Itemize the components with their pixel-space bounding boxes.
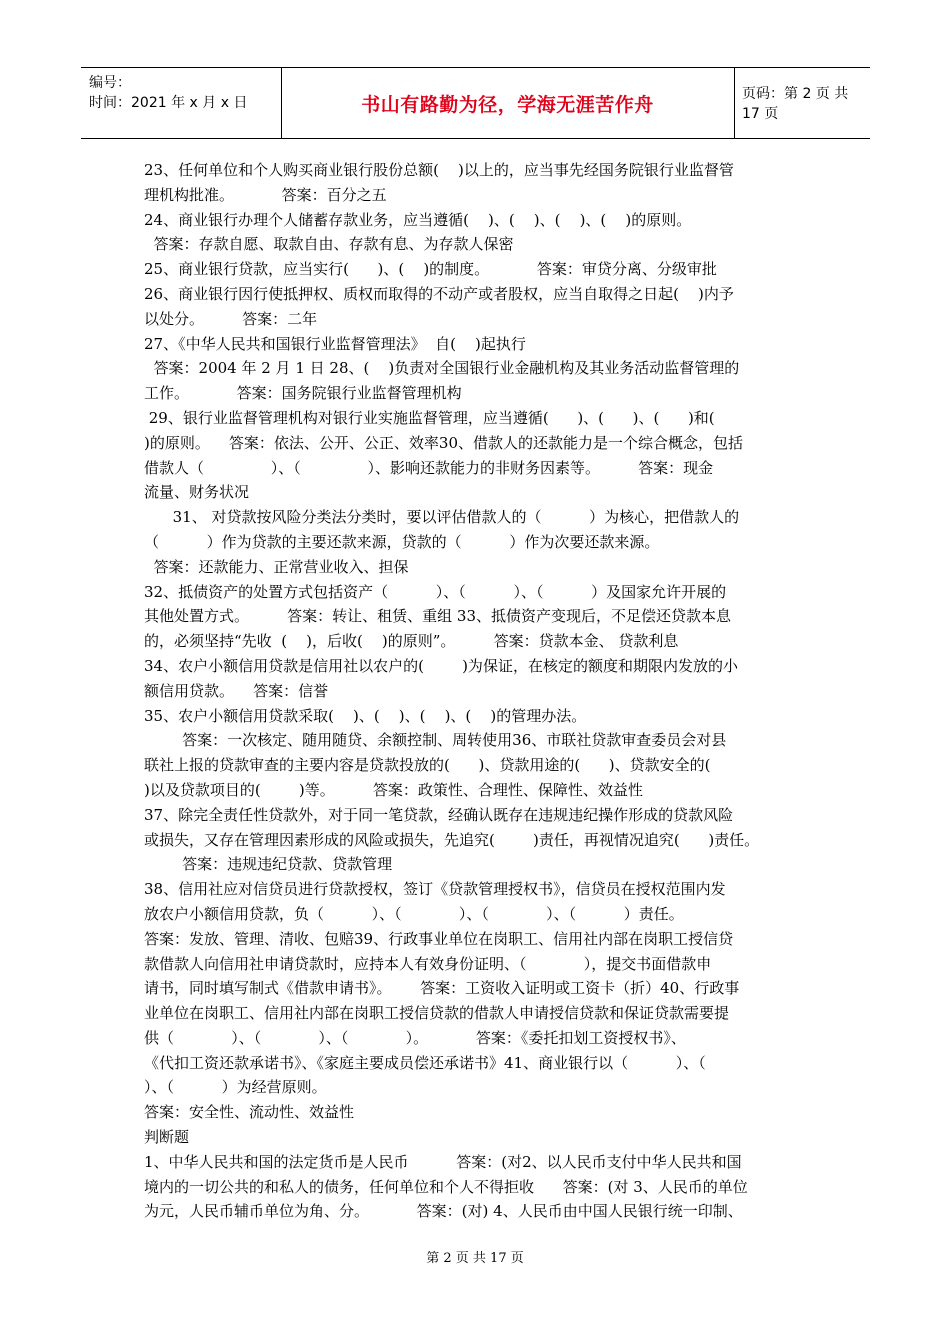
text-line: 额信用贷款。 答案：信誉 bbox=[144, 681, 329, 700]
text-line: 答案：发放、管理、清收、包赔39、行政事业单位在岗职工、信用社内部在岗职工授信贷 bbox=[144, 929, 734, 948]
text-line: 业单位在岗职工、信用社内部在岗职工授信贷款的借款人申请授信贷款和保证贷款需要提 bbox=[144, 1004, 730, 1023]
page-header bbox=[81, 67, 870, 139]
text-line: 为元，人民币辅币单位为角、分。 答案：(对) 4、人民币由中国人民银行统一印制、 bbox=[144, 1202, 743, 1221]
text-line: 《代扣工资还款承诺书》、《家庭主要成员偿还承诺书》41、商业银行以（ ）、（ bbox=[144, 1053, 706, 1072]
text-line: （ ）作为贷款的主要还款来源，贷款的（ ）作为次要还款来源。 bbox=[144, 532, 660, 551]
text-line: 判断题 bbox=[144, 1128, 190, 1147]
text-line: 请书，同时填写制式《借款申请书》。 答案：工资收入证明或工资卡（折）40、行政事 bbox=[144, 979, 740, 998]
text-line: 供（ ）、（ ）、（ ）。 答案：《委托扣划工资授权书》、 bbox=[144, 1028, 686, 1047]
text-line: 答案：安全性、流动性、效益性 bbox=[144, 1103, 355, 1122]
text-line: 27、《中华人民共和国银行业监督管理法》 自( )起执行 bbox=[144, 334, 526, 353]
text-line: 答案：存款自愿、取款自由、存款有息、为存款人保密 bbox=[144, 235, 514, 254]
text-line: )以及贷款项目的( )等。 答案：政策性、合理性、保障性、效益性 bbox=[144, 780, 643, 799]
text-line: 32、抵债资产的处置方式包括资产（ ）、（ ）、（ ）及国家允许开展的 bbox=[144, 582, 727, 601]
page-footer: 第 2 页 共 17 页 bbox=[426, 1251, 524, 1266]
text-line: 理机构批准。 答案：百分之五 bbox=[144, 185, 387, 204]
motto: 书山有路勤为径，学海无涯苦作舟 bbox=[361, 93, 654, 116]
text-line: 以处分。 答案：二年 bbox=[144, 309, 318, 328]
text-line: 流量、财务状况 bbox=[144, 483, 250, 502]
text-line: 其他处置方式。 答案：转让、租赁、重组 33、抵债资产变现后，不足偿还贷款本息 bbox=[144, 607, 732, 626]
text-line: 款借款人向信用社申请贷款时，应持本人有效身份证明、（ ），提交书面借款申 bbox=[144, 954, 712, 973]
header-right-cell bbox=[734, 68, 870, 138]
text-line: )的原则。 答案：依法、公开、公正、效率30、借款人的还款能力是一个综合概念，包括 bbox=[144, 433, 744, 452]
header-motto-cell bbox=[281, 68, 735, 138]
text-line: 35、农户小额信用贷款采取( )、( )、( )、( )的管理办法。 bbox=[144, 706, 587, 725]
number-label: 编号： bbox=[89, 75, 131, 91]
text-line: 工作。 答案：国务院银行业监督管理机构 bbox=[144, 384, 462, 403]
text-line: 23、任何单位和个人购买商业银行股份总额( )以上的，应当事先经国务院银行业监督管 bbox=[144, 161, 734, 179]
text-line: 答案：2004 年 2 月 1 日 28、( )负责对全国银行业金融机构及其业务活动监督管理的 bbox=[144, 359, 740, 378]
text-line: 或损失，又存在管理因素形成的风险或损失，先追究( )责任，再视情况追究( )责任。 bbox=[144, 830, 760, 849]
text-line: 答案：一次核定、随用随贷、余额控制、周转使用36、市联社贷款审查委员会对县 bbox=[144, 731, 727, 750]
text-line: 38、信用社应对信贷员进行贷款授权，签订《贷款管理授权书》，信贷员在授权范围内发 bbox=[144, 880, 726, 899]
text-line: 的，必须坚持“先收 ( )，后收( )的原则”。 答案：贷款本金、 贷款利息 bbox=[144, 632, 679, 651]
text-line: 24、商业银行办理个人储蓄存款业务，应当遵循( )、( )、( )、( )的原则。 bbox=[144, 210, 692, 229]
text-line: 25、商业银行贷款，应当实行( )、( )的制度。 答案：审贷分离、分级审批 bbox=[144, 260, 717, 279]
page-number-label: 页码：第 2 页 共 17 页 bbox=[742, 86, 849, 122]
text-line: 26、商业银行因行使抵押权、质权而取得的不动产或者股权，应当自取得之日起( )内予 bbox=[144, 284, 734, 303]
header-left-cell bbox=[81, 68, 282, 138]
text-line: 答案：还款能力、正常营业收入、担保 bbox=[144, 557, 409, 576]
text-line: ）、（ ）为经营原则。 bbox=[144, 1078, 327, 1097]
date-label: 时间：2021 年 x 月 x 日 bbox=[89, 95, 248, 111]
text-line: 借款人（ ）、（ ）、影响还款能力的非财务因素等。 答案：现金 bbox=[144, 458, 714, 477]
document-body bbox=[144, 158, 810, 1224]
text-line: 答案：违规违纪贷款、贷款管理 bbox=[144, 855, 393, 874]
text-line: 34、农户小额信用贷款是信用社以农户的( )为保证，在核定的额度和期限内发放的小 bbox=[144, 656, 738, 675]
text-line: 29、银行业监督管理机构对银行业实施监督管理，应当遵循( )、( )、( )和( bbox=[144, 408, 715, 427]
text-line: 放农户小额信用贷款，负（ ）、（ ）、（ ）、（ ）责任。 bbox=[144, 904, 684, 923]
text-line: 联社上报的贷款审查的主要内容是贷款投放的( )、贷款用途的( )、贷款安全的( bbox=[144, 756, 711, 775]
text-line: 境内的一切公共的和私人的债务，任何单位和个人不得拒收 答案：(对 3、人民币的单位 bbox=[144, 1177, 748, 1196]
text-line: 37、除完全责任性贷款外，对于同一笔贷款，经确认既存在违规违纪操作形成的贷款风险 bbox=[144, 805, 734, 824]
text-line: 1、中华人民共和国的法定货币是人民币 答案：(对2、以人民币支付中华人民共和国 bbox=[144, 1152, 742, 1171]
text-line: 31、 对贷款按风险分类法分类时，要以评估借款人的（ ）为核心，把借款人的 bbox=[144, 508, 740, 527]
